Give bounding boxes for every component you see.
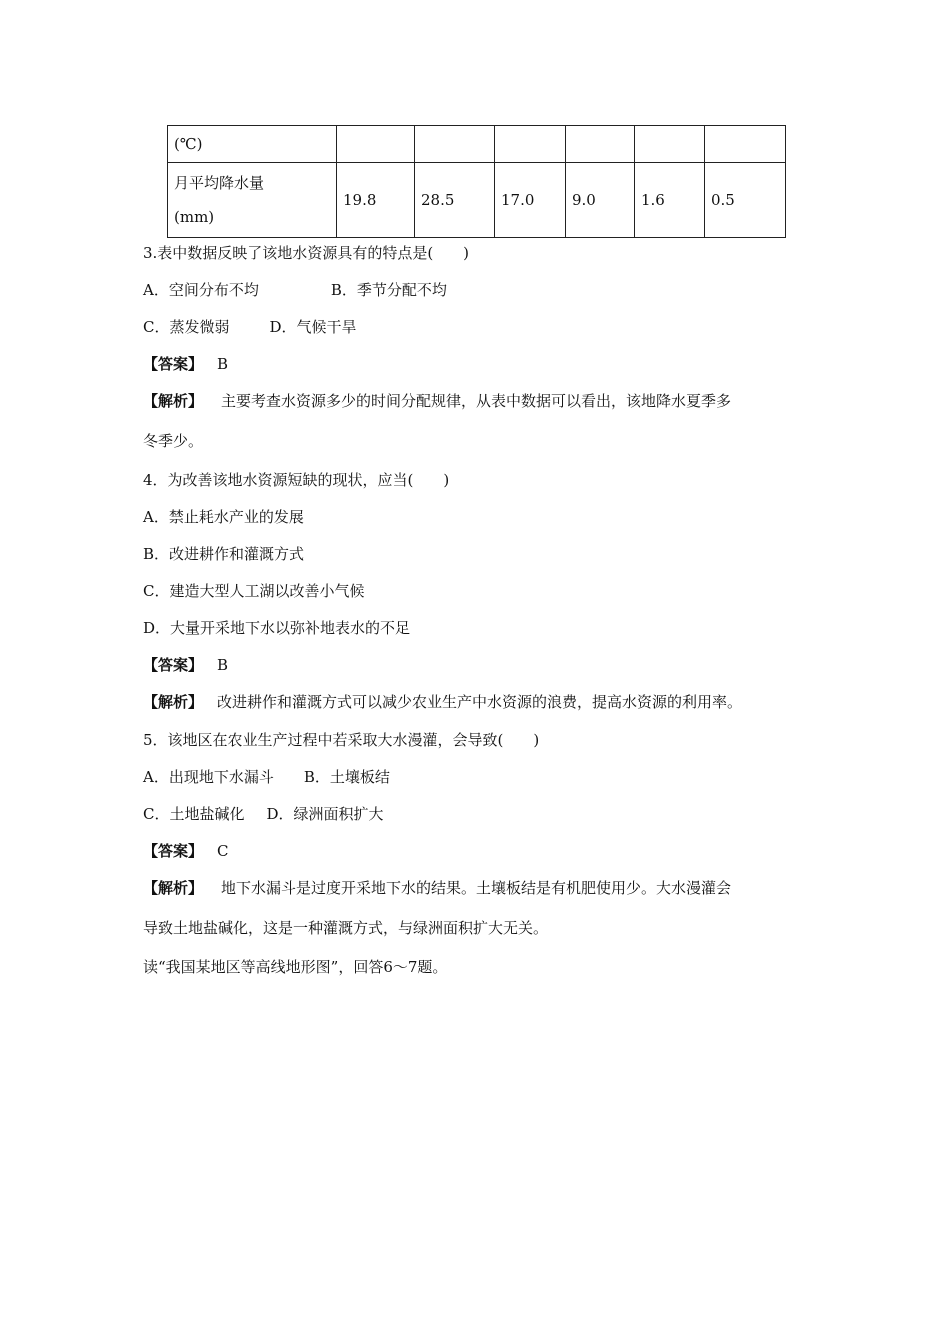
analysis-text: 主要考查水资源多少的时间分配规律，从表中数据可以看出，该地降水夏季多 [221, 392, 732, 410]
precip-label: 月平均降水量 [174, 174, 265, 192]
q4-analysis [143, 691, 742, 712]
q4-answer [143, 654, 228, 675]
answer-label: 【答案】 [143, 656, 204, 674]
answer-label: 【答案】 [143, 355, 204, 373]
table-row [168, 163, 786, 238]
q3-option-a: A．空间分布不均 [143, 281, 259, 299]
table-cell [495, 126, 566, 163]
answer-label: 【答案】 [143, 842, 204, 860]
q5-options-ab [143, 766, 390, 787]
q5-options-cd [143, 803, 384, 824]
next-questions-intro: 读“我国某地区等高线地形图”，回答6～7题。 [143, 958, 448, 976]
q4-option-c: C．建造大型人工湖以改善小气候 [143, 582, 365, 600]
table-cell-value: 17.0 [495, 163, 566, 238]
table-cell-value: 0.5 [705, 163, 786, 238]
q5-option-a: A．出现地下水漏斗 [143, 768, 274, 786]
q3-option-d: D．气候干旱 [269, 318, 357, 336]
question-3: 3.表中数据反映了该地水资源具有的特点是( ) [143, 244, 470, 262]
table-cell [705, 126, 786, 163]
analysis-text: 改进耕作和灌溉方式可以减少农业生产中水资源的浪费，提高水资源的利用率。 [217, 693, 743, 711]
precip-unit: (mm) [174, 208, 215, 226]
table-cell-value: 9.0 [566, 163, 635, 238]
question-5: 5．该地区在农业生产过程中若采取大水漫灌，会导致( ) [143, 731, 540, 749]
table-cell [337, 126, 415, 163]
q5-analysis [143, 877, 731, 898]
q3-option-b: B．季节分配不均 [330, 281, 447, 299]
answer-value: B [217, 355, 229, 373]
analysis-text: 地下水漏斗是过度开采地下水的结果。土壤板结是有机肥使用少。大水漫灌会 [221, 879, 732, 897]
answer-value: C [217, 842, 229, 860]
table-cell [415, 126, 495, 163]
table-cell-value: 28.5 [415, 163, 495, 238]
table-cell-value: 1.6 [635, 163, 705, 238]
table-cell [566, 126, 635, 163]
climate-data-table [167, 125, 786, 238]
q4-option-b: B．改进耕作和灌溉方式 [143, 545, 305, 563]
q3-answer [143, 353, 228, 374]
q3-options-ab [143, 279, 447, 300]
q3-options-cd [143, 316, 357, 337]
q4-option-d: D．大量开采地下水以弥补地表水的不足 [143, 619, 411, 637]
q3-analysis-cont: 冬季少。 [143, 432, 204, 450]
q5-option-d: D．绿洲面积扩大 [266, 805, 384, 823]
table-cell-value: 19.8 [337, 163, 415, 238]
table-cell-label [168, 163, 337, 238]
analysis-label: 【解析】 [143, 879, 204, 897]
analysis-label: 【解析】 [143, 392, 204, 410]
table-cell [635, 126, 705, 163]
analysis-label: 【解析】 [143, 693, 204, 711]
table-row [168, 126, 786, 163]
q3-option-c: C．蒸发微弱 [143, 318, 230, 336]
q3-analysis [143, 390, 731, 411]
q5-option-c: C．土地盐碱化 [143, 805, 245, 823]
answer-value: B [217, 656, 229, 674]
q5-analysis-cont: 导致土地盐碱化，这是一种灌溉方式，与绿洲面积扩大无关。 [143, 919, 549, 937]
q5-answer [143, 840, 229, 861]
question-4: 4．为改善该地水资源短缺的现状，应当( ) [143, 471, 450, 489]
q5-option-b: B．土壤板结 [303, 768, 390, 786]
q4-option-a: A．禁止耗水产业的发展 [143, 508, 304, 526]
table-cell-unit: (℃) [168, 126, 337, 163]
